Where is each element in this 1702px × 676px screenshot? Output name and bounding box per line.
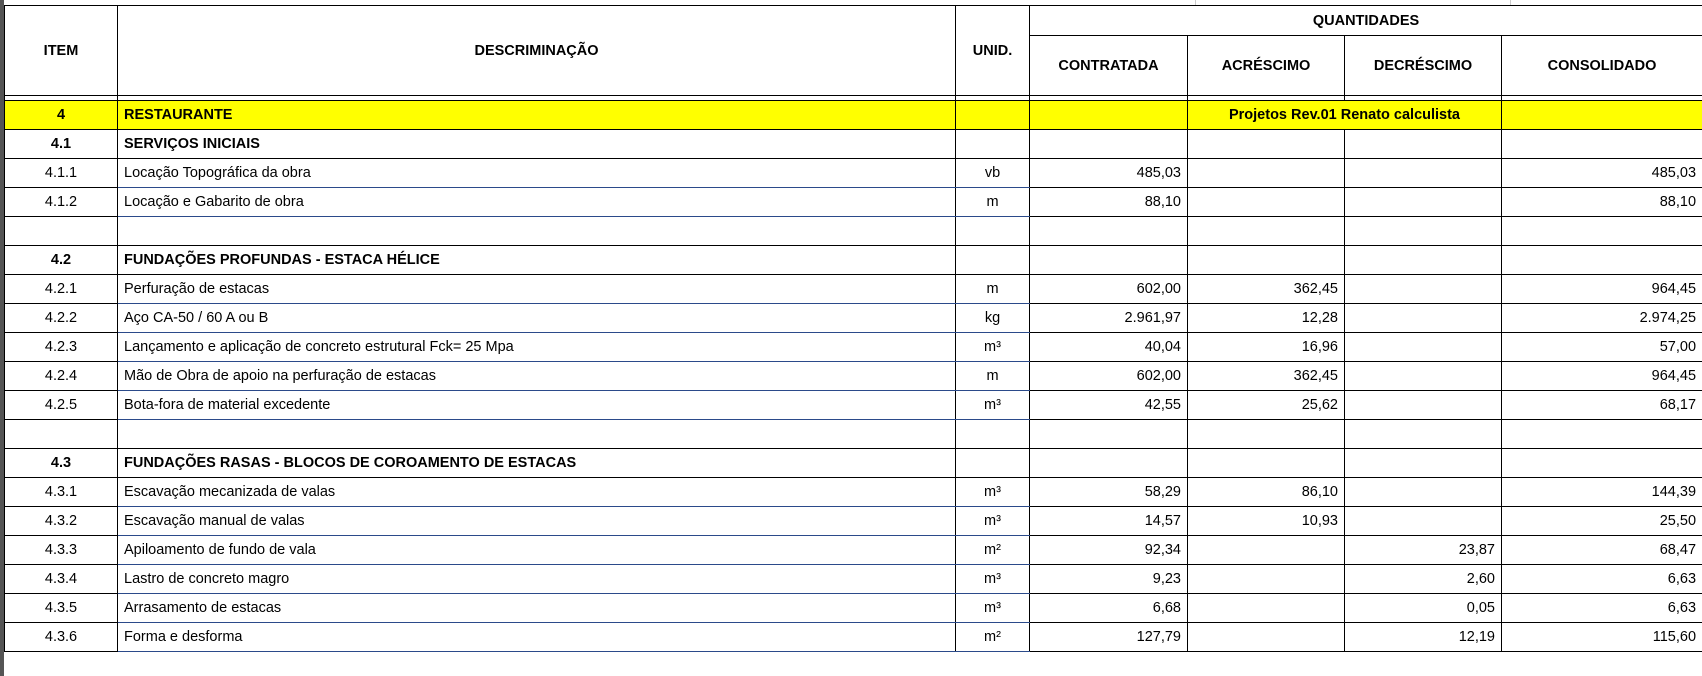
- consolidado-cell[interactable]: [1502, 420, 1702, 449]
- section-note[interactable]: Projetos Rev.01 Renato calculista: [1188, 101, 1502, 130]
- item-cell[interactable]: 4.2: [5, 246, 118, 275]
- decrescimo-cell[interactable]: 23,87: [1345, 536, 1502, 565]
- description-cell[interactable]: Lastro de concreto magro: [118, 565, 956, 594]
- decrescimo-cell[interactable]: [1345, 478, 1502, 507]
- item-cell[interactable]: [5, 420, 118, 449]
- unit-cell[interactable]: [956, 420, 1030, 449]
- acrescimo-cell[interactable]: [1188, 159, 1345, 188]
- item-cell[interactable]: 4.3.5: [5, 594, 118, 623]
- unit-cell[interactable]: m³: [956, 391, 1030, 420]
- contratada-cell[interactable]: 602,00: [1030, 275, 1188, 304]
- description-cell[interactable]: [118, 217, 956, 246]
- item-cell[interactable]: 4.1.2: [5, 188, 118, 217]
- header-quantities[interactable]: QUANTIDADES: [1030, 6, 1702, 36]
- description-cell[interactable]: Aço CA-50 / 60 A ou B: [118, 304, 956, 333]
- unit-cell[interactable]: m³: [956, 478, 1030, 507]
- consolidado-cell[interactable]: 964,45: [1502, 275, 1702, 304]
- acrescimo-cell[interactable]: [1188, 420, 1345, 449]
- contratada-cell[interactable]: 127,79: [1030, 623, 1188, 652]
- consolidado-cell[interactable]: [1502, 449, 1702, 478]
- item-cell[interactable]: 4.2.1: [5, 275, 118, 304]
- table-row: [5, 565, 1702, 594]
- blank-row: [5, 217, 1702, 246]
- quantities-table: [4, 5, 1702, 652]
- section-contratada-cell[interactable]: [1030, 101, 1188, 130]
- section-item[interactable]: 4: [5, 101, 118, 130]
- table-row: [5, 159, 1702, 188]
- decrescimo-cell[interactable]: [1345, 391, 1502, 420]
- unit-cell[interactable]: kg: [956, 304, 1030, 333]
- consolidado-cell[interactable]: 57,00: [1502, 333, 1702, 362]
- decrescimo-cell[interactable]: [1345, 275, 1502, 304]
- description-cell[interactable]: SERVIÇOS INICIAIS: [118, 130, 956, 159]
- decrescimo-cell[interactable]: [1345, 217, 1502, 246]
- contratada-cell[interactable]: 9,23: [1030, 565, 1188, 594]
- contratada-cell[interactable]: 485,03: [1030, 159, 1188, 188]
- consolidado-cell[interactable]: 6,63: [1502, 565, 1702, 594]
- description-cell[interactable]: FUNDAÇÕES RASAS - BLOCOS DE COROAMENTO DE ESTACAS: [118, 449, 956, 478]
- decrescimo-cell[interactable]: 2,60: [1345, 565, 1502, 594]
- acrescimo-cell[interactable]: 16,96: [1188, 333, 1345, 362]
- acrescimo-cell[interactable]: 10,93: [1188, 507, 1345, 536]
- contratada-cell[interactable]: 88,10: [1030, 188, 1188, 217]
- description-cell[interactable]: Escavação mecanizada de valas: [118, 478, 956, 507]
- decrescimo-cell[interactable]: 12,19: [1345, 623, 1502, 652]
- contratada-cell[interactable]: 14,57: [1030, 507, 1188, 536]
- decrescimo-cell[interactable]: [1345, 188, 1502, 217]
- acrescimo-cell[interactable]: 86,10: [1188, 478, 1345, 507]
- description-cell[interactable]: Locação e Gabarito de obra: [118, 188, 956, 217]
- acrescimo-cell[interactable]: [1188, 565, 1345, 594]
- description-cell[interactable]: Perfuração de estacas: [118, 275, 956, 304]
- unit-cell[interactable]: m: [956, 188, 1030, 217]
- section-unit-cell[interactable]: [956, 101, 1030, 130]
- unit-cell[interactable]: [956, 130, 1030, 159]
- section-consolidado-cell[interactable]: [1502, 101, 1702, 130]
- item-cell[interactable]: 4.3.6: [5, 623, 118, 652]
- table-row: [5, 333, 1702, 362]
- unit-cell[interactable]: [956, 217, 1030, 246]
- decrescimo-cell[interactable]: [1345, 159, 1502, 188]
- table-body: [5, 130, 1702, 652]
- item-cell[interactable]: 4.3.4: [5, 565, 118, 594]
- consolidado-cell[interactable]: 68,17: [1502, 391, 1702, 420]
- contratada-cell[interactable]: 6,68: [1030, 594, 1188, 623]
- contratada-cell[interactable]: 40,04: [1030, 333, 1188, 362]
- unit-cell[interactable]: [956, 449, 1030, 478]
- table-row: [5, 594, 1702, 623]
- contratada-cell[interactable]: [1030, 217, 1188, 246]
- contratada-cell[interactable]: 2.961,97: [1030, 304, 1188, 333]
- item-cell[interactable]: 4.2.5: [5, 391, 118, 420]
- consolidado-cell[interactable]: [1502, 217, 1702, 246]
- subsection-row: [5, 130, 1702, 159]
- header-description[interactable]: DESCRIMINAÇÃO: [118, 6, 956, 96]
- table-row: [5, 536, 1702, 565]
- unit-cell[interactable]: [956, 246, 1030, 275]
- item-cell[interactable]: 4.3.2: [5, 507, 118, 536]
- acrescimo-cell[interactable]: [1188, 130, 1345, 159]
- header-consolidado[interactable]: CONSOLIDADO: [1502, 36, 1702, 96]
- header-unit[interactable]: UNID.: [956, 6, 1030, 96]
- consolidado-cell[interactable]: 25,50: [1502, 507, 1702, 536]
- blank-row: [5, 420, 1702, 449]
- description-cell[interactable]: Arrasamento de estacas: [118, 594, 956, 623]
- consolidado-cell[interactable]: [1502, 246, 1702, 275]
- description-cell[interactable]: FUNDAÇÕES PROFUNDAS - ESTACA HÉLICE: [118, 246, 956, 275]
- consolidado-cell[interactable]: 88,10: [1502, 188, 1702, 217]
- header-item[interactable]: ITEM: [5, 6, 118, 96]
- table-row: [5, 275, 1702, 304]
- item-cell[interactable]: 4.1.1: [5, 159, 118, 188]
- decrescimo-cell[interactable]: [1345, 130, 1502, 159]
- item-cell[interactable]: 4.2.4: [5, 362, 118, 391]
- contratada-cell[interactable]: [1030, 246, 1188, 275]
- decrescimo-cell[interactable]: [1345, 507, 1502, 536]
- header-decrescimo[interactable]: DECRÉSCIMO: [1345, 36, 1502, 96]
- unit-cell[interactable]: m³: [956, 594, 1030, 623]
- consolidado-cell[interactable]: 6,63: [1502, 594, 1702, 623]
- unit-cell[interactable]: m³: [956, 565, 1030, 594]
- contratada-cell[interactable]: 58,29: [1030, 478, 1188, 507]
- consolidado-cell[interactable]: [1502, 130, 1702, 159]
- consolidado-cell[interactable]: 2.974,25: [1502, 304, 1702, 333]
- table-row: [5, 623, 1702, 652]
- table-row: [5, 188, 1702, 217]
- description-cell[interactable]: Bota-fora de material excedente: [118, 391, 956, 420]
- contratada-cell[interactable]: [1030, 420, 1188, 449]
- unit-cell[interactable]: m²: [956, 623, 1030, 652]
- table-row: [5, 391, 1702, 420]
- item-cell[interactable]: 4.2.3: [5, 333, 118, 362]
- item-cell[interactable]: 4.3.3: [5, 536, 118, 565]
- description-cell[interactable]: Apiloamento de fundo de vala: [118, 536, 956, 565]
- decrescimo-cell[interactable]: [1345, 420, 1502, 449]
- acrescimo-cell[interactable]: 362,45: [1188, 275, 1345, 304]
- unit-cell[interactable]: m³: [956, 333, 1030, 362]
- description-cell[interactable]: Escavação manual de valas: [118, 507, 956, 536]
- unit-cell[interactable]: m²: [956, 536, 1030, 565]
- consolidado-cell[interactable]: 964,45: [1502, 362, 1702, 391]
- description-cell[interactable]: Locação Topográfica da obra: [118, 159, 956, 188]
- description-cell[interactable]: Mão de Obra de apoio na perfuração de estacas: [118, 362, 956, 391]
- acrescimo-cell[interactable]: 362,45: [1188, 362, 1345, 391]
- contratada-cell[interactable]: [1030, 130, 1188, 159]
- subsection-row: [5, 246, 1702, 275]
- decrescimo-cell[interactable]: [1345, 333, 1502, 362]
- table-row: [5, 507, 1702, 536]
- consolidado-cell[interactable]: 485,03: [1502, 159, 1702, 188]
- description-cell[interactable]: [118, 420, 956, 449]
- item-cell[interactable]: 4.3: [5, 449, 118, 478]
- section-title[interactable]: RESTAURANTE: [118, 101, 956, 130]
- acrescimo-cell[interactable]: [1188, 449, 1345, 478]
- acrescimo-cell[interactable]: [1188, 623, 1345, 652]
- subsection-row: [5, 449, 1702, 478]
- unit-cell[interactable]: m: [956, 275, 1030, 304]
- decrescimo-cell[interactable]: [1345, 304, 1502, 333]
- acrescimo-cell[interactable]: [1188, 246, 1345, 275]
- item-cell[interactable]: [5, 217, 118, 246]
- header-contratada[interactable]: CONTRATADA: [1030, 36, 1188, 96]
- item-cell[interactable]: 4.3.1: [5, 478, 118, 507]
- table-row: [5, 478, 1702, 507]
- contratada-cell[interactable]: 602,00: [1030, 362, 1188, 391]
- acrescimo-cell[interactable]: [1188, 594, 1345, 623]
- consolidado-cell[interactable]: 115,60: [1502, 623, 1702, 652]
- table-row: [5, 304, 1702, 333]
- decrescimo-cell[interactable]: [1345, 449, 1502, 478]
- unit-cell[interactable]: m³: [956, 507, 1030, 536]
- item-cell[interactable]: 4.1: [5, 130, 118, 159]
- contratada-cell[interactable]: [1030, 449, 1188, 478]
- consolidado-cell[interactable]: 68,47: [1502, 536, 1702, 565]
- decrescimo-cell[interactable]: [1345, 246, 1502, 275]
- contratada-cell[interactable]: 42,55: [1030, 391, 1188, 420]
- section-row: [5, 101, 1702, 130]
- decrescimo-cell[interactable]: [1345, 362, 1502, 391]
- unit-cell[interactable]: m: [956, 362, 1030, 391]
- header-acrescimo[interactable]: ACRÉSCIMO: [1188, 36, 1345, 96]
- acrescimo-cell[interactable]: 25,62: [1188, 391, 1345, 420]
- description-cell[interactable]: Forma e desforma: [118, 623, 956, 652]
- unit-cell[interactable]: vb: [956, 159, 1030, 188]
- acrescimo-cell[interactable]: [1188, 188, 1345, 217]
- acrescimo-cell[interactable]: 12,28: [1188, 304, 1345, 333]
- decrescimo-cell[interactable]: 0,05: [1345, 594, 1502, 623]
- consolidado-cell[interactable]: 144,39: [1502, 478, 1702, 507]
- table-row: [5, 362, 1702, 391]
- description-cell[interactable]: Lançamento e aplicação de concreto estrutural Fck= 25 Mpa: [118, 333, 956, 362]
- item-cell[interactable]: 4.2.2: [5, 304, 118, 333]
- acrescimo-cell[interactable]: [1188, 536, 1345, 565]
- acrescimo-cell[interactable]: [1188, 217, 1345, 246]
- contratada-cell[interactable]: 92,34: [1030, 536, 1188, 565]
